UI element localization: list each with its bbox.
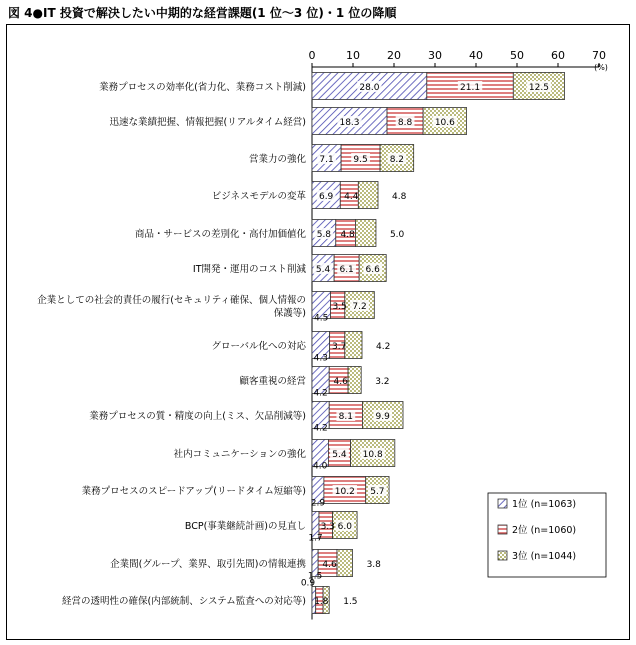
x-tick-label: 70 bbox=[592, 49, 606, 62]
legend-label: 2位 (n=1060) bbox=[512, 525, 577, 536]
x-tick-label: 10 bbox=[346, 49, 360, 62]
bar-value-label: 8.2 bbox=[389, 155, 405, 165]
category-label: IT開発・運用のコスト削減 bbox=[192, 264, 306, 275]
x-tick-label: 30 bbox=[428, 49, 442, 62]
bar-value-label: 8.1 bbox=[338, 412, 353, 422]
category-label: 企業間(グループ、業界、取引先間)の情報連携 bbox=[110, 559, 306, 570]
category-label: グローバル化への対応 bbox=[211, 341, 306, 352]
category-label: BCP(事業継続計画)の見直し bbox=[184, 521, 306, 532]
bar-value-label: 4.5 bbox=[314, 313, 329, 324]
bar-value-label: 0.9 bbox=[300, 578, 316, 589]
bar-value-label: 4.0 bbox=[313, 461, 328, 472]
category-label: 業務プロセスのスピードアップ(リードタイム短縮等) bbox=[81, 486, 306, 497]
category-labels bbox=[37, 81, 306, 607]
bar-value-label: 6.1 bbox=[339, 265, 354, 275]
bar-value-label: 6.6 bbox=[365, 265, 380, 275]
legend-swatch bbox=[498, 551, 507, 560]
bar-value-label: 4.8 bbox=[340, 230, 355, 240]
category-label: ビジネスモデルの変革 bbox=[211, 191, 306, 202]
bar-value-label: 12.5 bbox=[528, 83, 549, 93]
bar-value-label: 3.7 bbox=[332, 342, 347, 352]
bar-value-label: 5.0 bbox=[389, 230, 405, 240]
bar-segment bbox=[337, 550, 353, 577]
bar-value-label: 18.3 bbox=[339, 118, 360, 128]
bar-value-label: 3.8 bbox=[366, 560, 381, 570]
bar-value-label: 3.2 bbox=[375, 377, 390, 387]
bar-value-label: 5.8 bbox=[316, 230, 332, 240]
bar-value-label: 1.5 bbox=[307, 571, 323, 582]
bar-value-label: 2.9 bbox=[310, 498, 326, 509]
bar-value-label: 4.2 bbox=[376, 342, 391, 352]
bar-value-label: 28.0 bbox=[359, 83, 380, 93]
bar-value-label: 21.1 bbox=[460, 83, 481, 93]
legend-label: 3位 (n=1044) bbox=[512, 551, 577, 562]
x-axis-unit: (%) bbox=[594, 63, 608, 72]
bar-value-label: 1.7 bbox=[308, 533, 323, 544]
bar-value-label: 4.4 bbox=[344, 192, 359, 202]
category-label-line: 企業としての社会的責任の履行(セキュリティ確保、個人情報の bbox=[37, 295, 306, 306]
bar-segment bbox=[358, 182, 378, 209]
legend-label: 1位 (n=1063) bbox=[512, 499, 577, 510]
bar-value-label: 8.8 bbox=[397, 118, 413, 128]
bar-value-label: 5.4 bbox=[315, 265, 331, 275]
chart-title: 図 4●IT 投資で解決したい中期的な経営課題(1 位〜3 位)・1 位の降順 bbox=[8, 6, 397, 20]
bar-value-label: 1.8 bbox=[314, 597, 329, 607]
bar-value-label: 4.6 bbox=[333, 377, 348, 387]
x-tick-label: 0 bbox=[308, 49, 316, 62]
category-label: 業務プロセスの効率化(省力化、業務コスト削減) bbox=[99, 82, 306, 93]
bar-value-label: 4.8 bbox=[392, 192, 407, 202]
bar-value-label: 7.1 bbox=[319, 155, 334, 165]
bar-value-label: 1.5 bbox=[343, 597, 358, 607]
category-label: 商品・サービスの差別化・高付加価値化 bbox=[134, 229, 306, 240]
bar-value-label: 4.3 bbox=[313, 353, 328, 364]
legend bbox=[488, 493, 606, 577]
category-label: 社内コミュニケーションの強化 bbox=[173, 449, 306, 460]
bar-value-label: 3.3 bbox=[320, 522, 335, 532]
category-label bbox=[37, 294, 306, 319]
x-tick-label: 60 bbox=[551, 49, 565, 62]
category-label: 顧客重視の経営 bbox=[239, 376, 306, 387]
bar-value-label: 3.5 bbox=[332, 302, 347, 312]
bar-value-label: 10.2 bbox=[334, 487, 355, 497]
legend-swatch bbox=[498, 525, 507, 534]
category-label-line: 保護等) bbox=[273, 308, 306, 319]
category-label: 営業力の強化 bbox=[248, 154, 306, 165]
x-tick-label: 50 bbox=[510, 49, 524, 62]
bar-value-label: 9.9 bbox=[375, 412, 390, 422]
x-tick-label: 20 bbox=[387, 49, 401, 62]
bar-value-label: 7.2 bbox=[352, 302, 367, 312]
bar-value-label: 6.0 bbox=[337, 522, 352, 532]
x-tick-label: 40 bbox=[469, 49, 483, 62]
category-label: 迅速な業績把握、情報把握(リアルタイム経営) bbox=[109, 117, 306, 128]
category-label: 業務プロセスの質・精度の向上(ミス、欠品削減等) bbox=[89, 411, 306, 422]
bar-value-label: 5.4 bbox=[332, 450, 347, 460]
bar-value-label: 4.2 bbox=[313, 423, 328, 434]
category-label: 経営の透明性の確保(内部統制、システム監査への対応等) bbox=[62, 596, 306, 607]
bar-value-label: 4.2 bbox=[313, 388, 328, 399]
bar-value-label: 5.7 bbox=[370, 487, 385, 497]
bar-value-label: 10.6 bbox=[434, 118, 455, 128]
bar-value-label: 6.9 bbox=[318, 192, 334, 202]
bar-value-label: 4.6 bbox=[322, 560, 337, 570]
bar-value-label: 10.8 bbox=[362, 450, 383, 460]
bar-segment bbox=[355, 220, 376, 247]
legend-swatch bbox=[498, 499, 507, 508]
bar-value-label: 9.5 bbox=[353, 155, 368, 165]
